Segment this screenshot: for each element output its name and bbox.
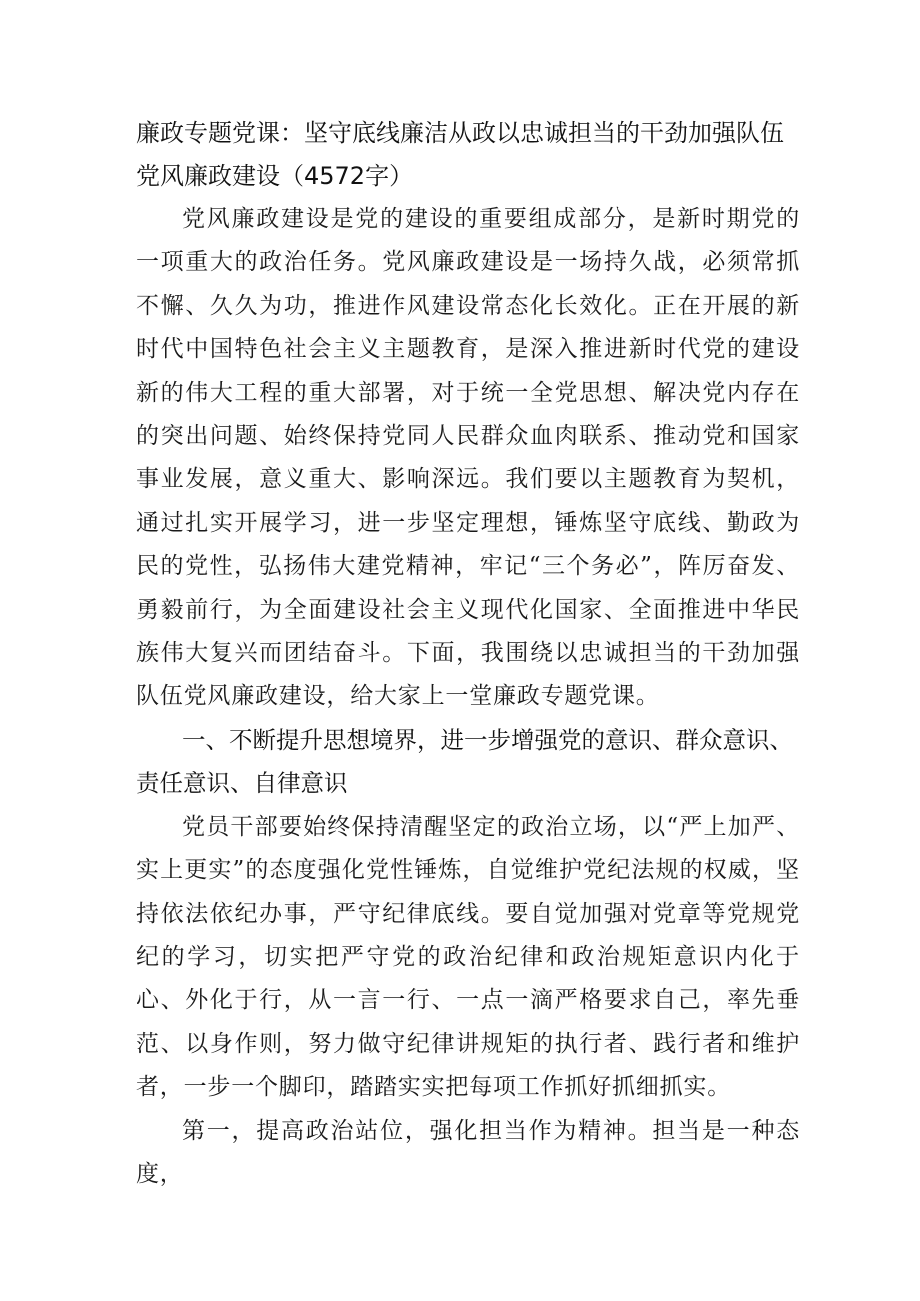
document-page	[136, 112, 800, 1196]
document-title: 廉政专题党课：坚守底线廉洁从政以忠诚担当的干劲加强队伍党风廉政建设（4572字）	[136, 119, 784, 190]
section-heading: 一、不断提升思想境界，进一步增强党的意识、群众意识、责任意识、自律意识	[136, 725, 793, 798]
section-paragraph-point-one: 第一，提高政治站位，强化担当作为精神。担当是一种态度，	[136, 1117, 800, 1187]
section-paragraph: 党员干部要始终保持清醒坚定的政治立场，以“严上加严、实上更实”的态度强化党性锤炼，自觉维护党纪法规的权威，坚持依法依纪办事，严守纪律底线。要自觉加强对党章等党规党纪的学习，切实把严守党的政治纪律和政治规矩意识内化于心、外化于行，从一言一行、一点一滴严格要求自己，率先垂范、以身作则，努力做守纪律讲规矩的执行者、践行者和维护者，一步一个脚印，踏踏实实把每项工作抓好抓细抓实。	[136, 813, 800, 1101]
intro-paragraph: 党风廉政建设是党的建设的重要组成部分，是新时期党的一项重大的政治任务。党风廉政建设是一场持久战，必须常抓不懈、久久为功，推进作风建设常态化长效化。正在开展的新时代中国特色社会主义主题教育，是深入推进新时代党的建设新的伟大工程的重大部署，对于统一全党思想、解决党内存在的突出问题、始终保持党同人民群众血肉联系、推动党和国家事业发展，意义重大、影响深远。我们要以主题教育为契机，通过扎实开展学习，进一步坚定理想，锤炼坚守底线、勤政为民的党性，弘扬伟大建党精神，牢记“三个务必”，阵厉奋发、勇毅前行，为全面建设社会主义现代化国家、全面推进中华民族伟大复兴而团结奋斗。下面，我围绕以忠诚担当的干劲加强队伍党风廉政建设，给大家上一堂廉政专题党课。	[136, 206, 800, 710]
